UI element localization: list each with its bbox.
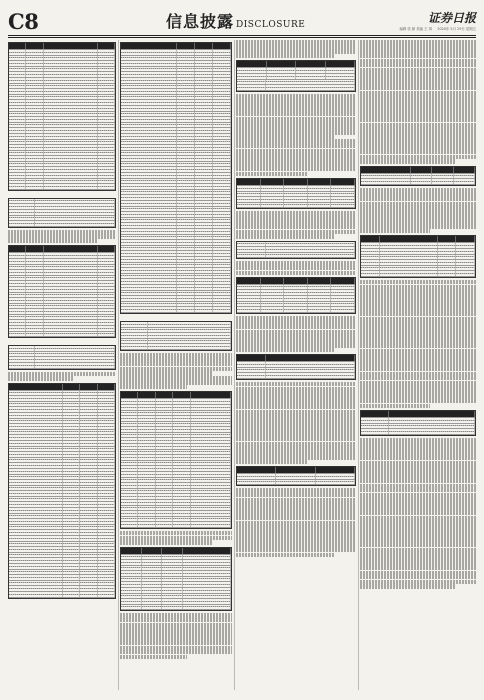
header-rule-thick (8, 35, 476, 36)
column-2 (120, 40, 232, 690)
column-divider (234, 40, 235, 690)
column-3 (236, 40, 356, 690)
section-title (166, 10, 305, 37)
header-rule-thin (8, 37, 476, 38)
page-number: C8 (8, 9, 39, 34)
holdings-table (8, 383, 116, 599)
data-table (360, 235, 476, 278)
data-table (360, 166, 476, 186)
page-header (8, 10, 476, 34)
financial-table (120, 391, 232, 529)
editor-credits: 编辑 张 颖 美编 王 琪 (399, 27, 432, 31)
column-1 (8, 40, 116, 690)
data-table (236, 277, 356, 314)
section-title-cn: 信息披露 (166, 12, 235, 31)
column-divider (118, 40, 119, 690)
masthead-logo: 证券日报 (427, 11, 476, 25)
company-info-table (236, 60, 356, 91)
data-table (236, 241, 356, 260)
info-table (8, 198, 116, 228)
info-table (120, 321, 232, 351)
financial-table (120, 547, 232, 612)
info-table (8, 345, 116, 369)
data-table (236, 178, 356, 209)
data-table (360, 410, 476, 436)
holdings-table (8, 42, 116, 191)
holdings-table (8, 245, 116, 338)
data-table (236, 466, 356, 486)
section-title-en: DISCLOSURE (236, 20, 306, 30)
column-4 (360, 40, 476, 690)
column-divider (358, 40, 359, 690)
issue-date: 2020年 5月 29日 星期五 (437, 27, 476, 31)
holdings-table (120, 42, 232, 314)
data-table (236, 354, 356, 380)
